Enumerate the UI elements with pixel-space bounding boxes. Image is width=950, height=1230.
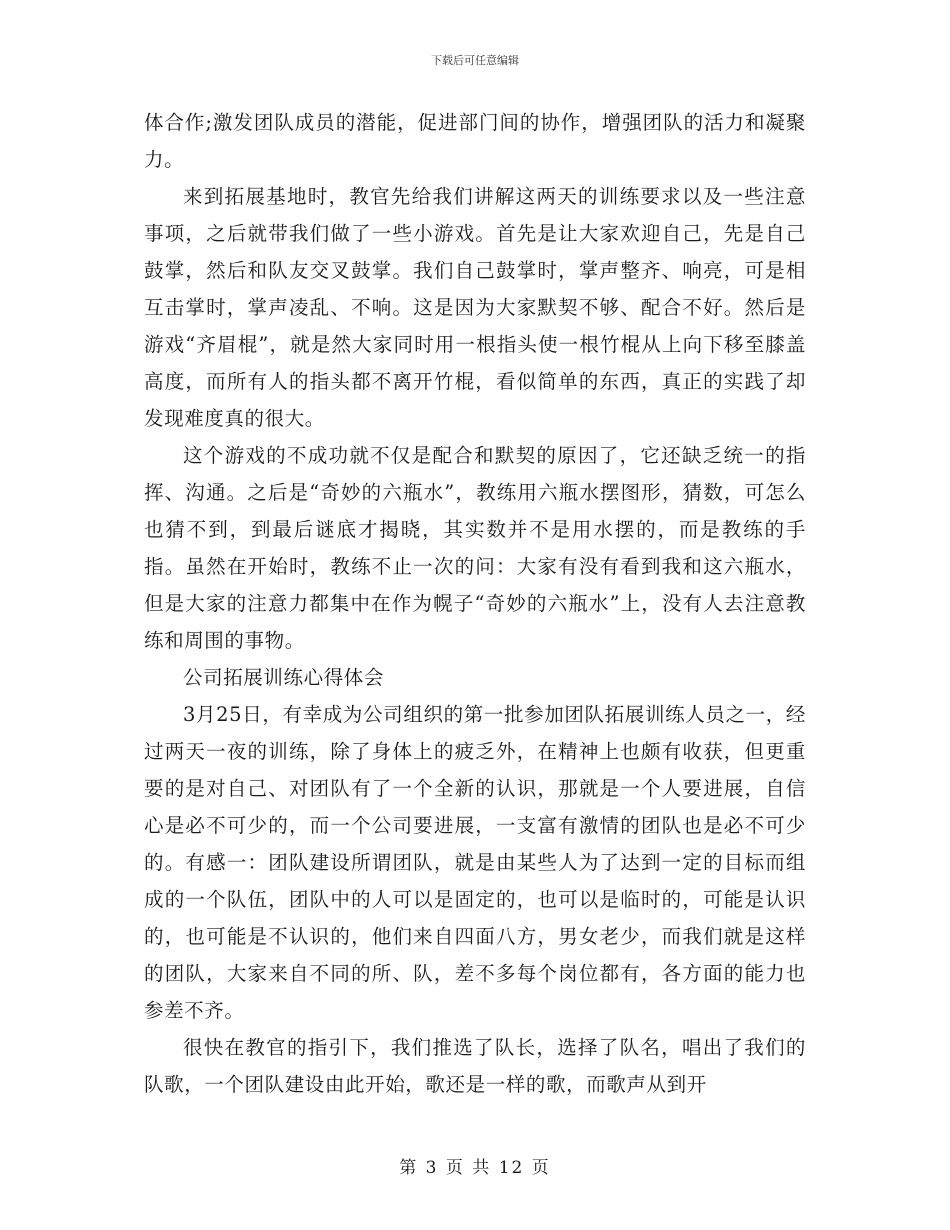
- paragraph-continuation: 体合作;激发团队成员的潜能，促进部门间的协作，增强团队的活力和凝聚力。: [144, 111, 806, 171]
- paragraph-base-arrival: 来到拓展基地时，教官先给我们讲解这两天的训练要求以及一些注意事项，之后就带我们做了一些小游戏。首先是让大家欢迎自己，先是自己鼓掌，然后和队友交叉鼓掌。我们自己鼓掌时，掌声整齐、响亮，可是相互击掌时，掌声凌乱、不响。这是因为大家默契不够、配合不好。然后是游戏“齐眉棍”，就是然大家同时用一根指头使一根竹棍从上向下移至膝盖高度，而所有人的指头都不离开竹棍，看似简单的东西，真正的实践了却发现难度真的很大。: [144, 185, 806, 430]
- section-title: 公司拓展训练心得体会: [183, 666, 385, 689]
- paragraph-team-song: 很快在教官的指引下，我们推选了队长，选择了队名，唱出了我们的队歌，一个团队建设由此开始，歌还是一样的歌，而歌声从到开: [144, 1036, 806, 1096]
- paragraph-six-bottles: 这个游戏的不成功就不仅是配合和默契的原因了，它还缺乏统一的指挥、沟通。之后是“奇妙的六瓶水”，教练用六瓶水摆图形，猜数，可怎么也猜不到，到最后谜底才揭晓，其实数并不是用水摆的，而是教练的手指。虽然在开始时，教练不止一次的问：大家有没有看到我和这六瓶水，但是大家的注意力都集中在作为幌子“奇妙的六瓶水”上，没有人去注意教练和周围的事物。: [144, 444, 806, 652]
- document-body: [144, 104, 806, 1103]
- paragraph-march-training: 3月25日，有幸成为公司组织的第一批参加团队拓展训练人员之一，经过两天一夜的训练，除了身体上的疲乏外，在精神上也颇有收获，但更重要的是对自己、对团队有了一个全新的认识，那就是一个人要进展，自信心是必不可少的，而一个公司要进展，一支富有激情的团队也是必不可少的。有感一：团队建设所谓团队，就是由某些人为了达到一定的目标而组成的一个队伍，团队中的人可以是固定的，也可以是临时的，可能是认识的，也可能是不认识的，他们来自四面八方，男女老少，而我们就是这样的团队，大家来自不同的所、队，差不多每个岗位都有，各方面的能力也参差不齐。: [144, 703, 806, 1022]
- page-header: 下载后可任意编辑: [431, 54, 519, 67]
- page-number: 第 3 页 共 12 页: [399, 1158, 551, 1178]
